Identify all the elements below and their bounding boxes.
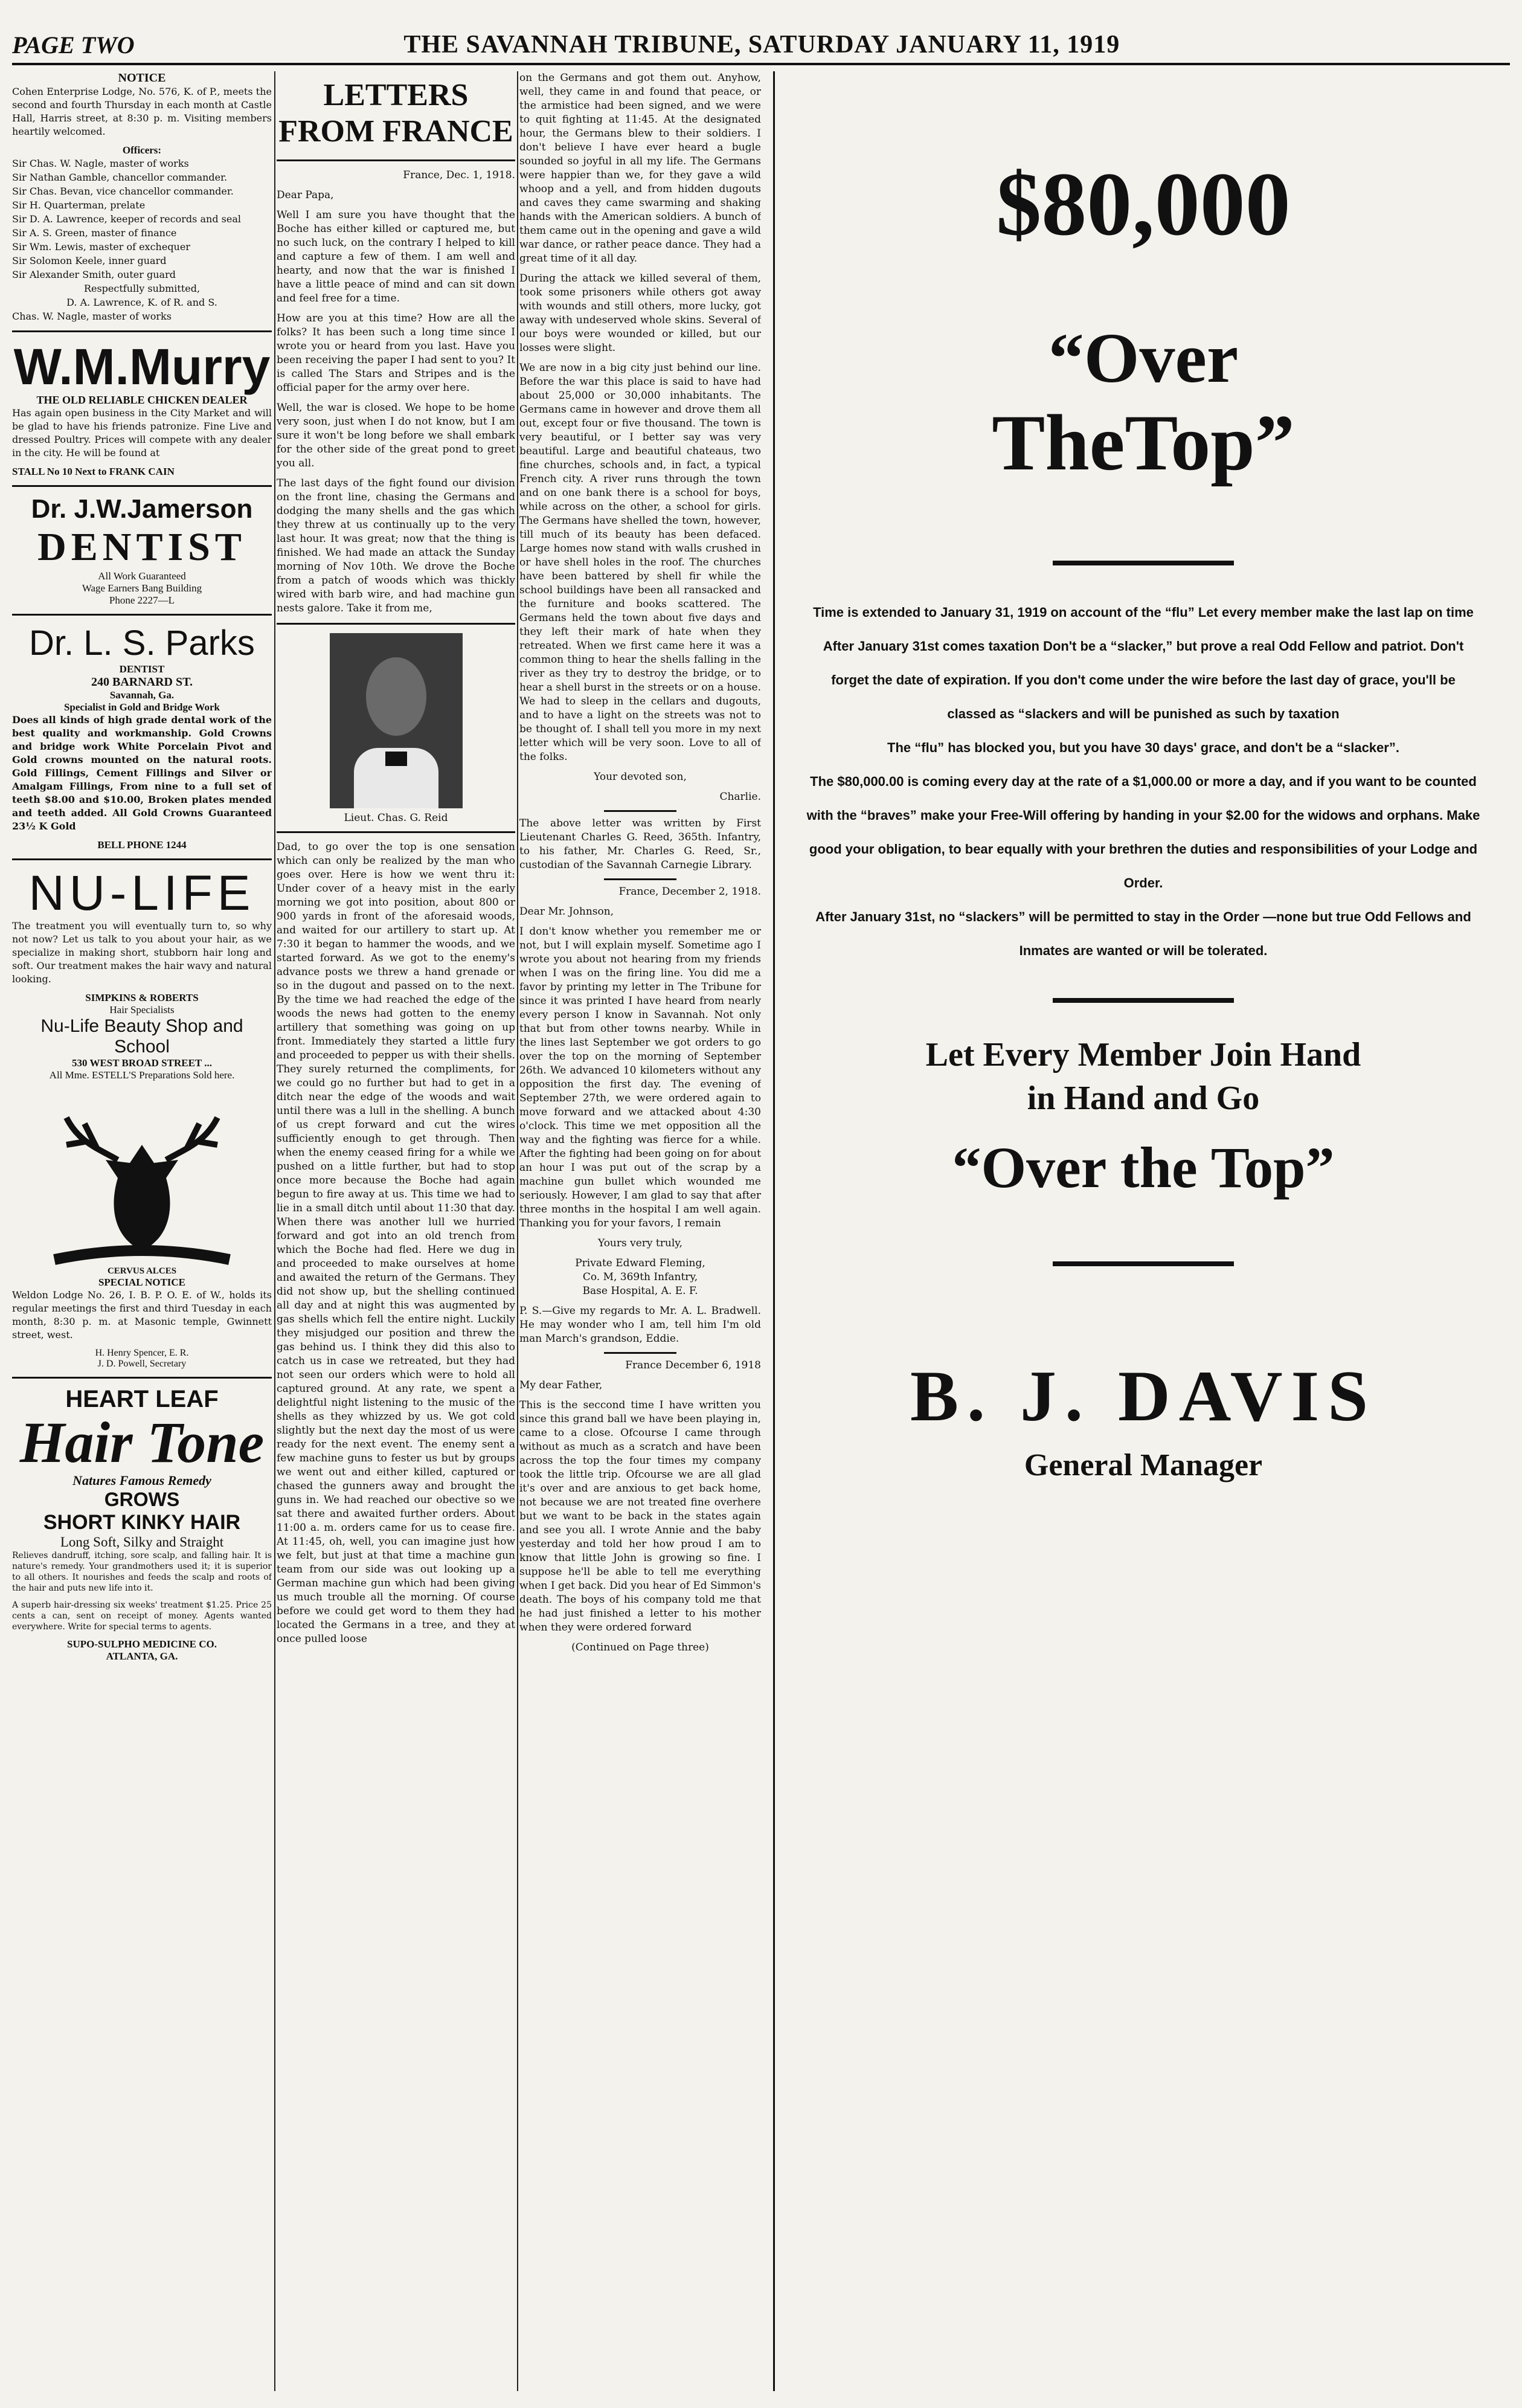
officers-heading: Officers: bbox=[122, 144, 162, 156]
murry-name: W.M.Murry bbox=[13, 338, 271, 395]
ad-paragraph: The $80,000.00 is coming every day at the rate of a $1,000.00 or more a day, and if you want to be counted with the “braves” make your Free-Will offering by handing in your $2.00 for the widows and orphans. Make good your obligation, to bear equally with your brethren the duties and responsibilities of your Lodge and Order. bbox=[806, 774, 1480, 890]
letter1-dateline: France, Dec. 1, 1918. bbox=[403, 169, 515, 181]
officer-line: Sir A. S. Green, master of finance bbox=[12, 227, 177, 239]
notice-body: Cohen Enterprise Lodge, No. 576, K. of P., meets the second and fourth Thursday in each month at Castle Hall, Harris street, at 8:30 p. m. Visiting members heartily welcomed. bbox=[12, 86, 272, 137]
letter1-paragraph: During the attack we killed several of them, took some prisoners while others got away with wounds and still others, more lucky, got away with undeserved whole skins. Several of our boys were wounded or killed, but our losses were slight. bbox=[519, 272, 761, 354]
letter2-sign-line: Co. M, 369th Infantry, bbox=[582, 1271, 698, 1283]
column-letters-1 bbox=[277, 71, 515, 2391]
letter1-paragraph: Well, the war is closed. We hope to be home very soon, just when I do not know, but I am sure it won't be long before we shall embark for the other side of the great pond to greet you all. bbox=[277, 402, 515, 469]
jamerson-line1: All Work Guaranteed bbox=[98, 570, 186, 582]
nulife-footer: All Mme. ESTELL'S Preparations Sold here. bbox=[49, 1069, 235, 1081]
nulife-shop: Nu-Life Beauty Shop and School bbox=[40, 1016, 243, 1057]
parks-ad bbox=[12, 623, 272, 851]
masthead bbox=[12, 24, 1510, 65]
letter1-paragraph: Well I am sure you have thought that the Boche has either killed or captured me, but no such luck, on the contrary I helped to kill and capture a few of them. I am well and hearty, and now that the war is finished I have a little peace of mind and can sit down and feel free for a time. bbox=[277, 209, 515, 304]
parks-title: DENTIST bbox=[119, 663, 165, 675]
ad-paragraph: Time is extended to January 31, 1919 on account of the “flu” Let every member make the last lap on time After January 31st comes taxation Don't be a “slacker,” but prove a real Odd Fellow and patriot. Don't forget the date of expiration. If you don't come under the wire before the last day of grace, you'll be classed as “slackers and will be punished as such by taxation bbox=[813, 605, 1474, 721]
portrait-photo bbox=[330, 633, 463, 808]
hairtone-city: ATLANTA, GA. bbox=[106, 1650, 178, 1662]
ad-text bbox=[775, 596, 1512, 968]
letter2-dateline: France, December 2, 1918. bbox=[618, 886, 761, 898]
letters-heading: LETTERS FROM FRANCE bbox=[278, 78, 513, 149]
hairtone-company: SUPO-SULPHO MEDICINE CO. bbox=[67, 1638, 217, 1650]
masthead-title: THE SAVANNAH TRIBUNE, SATURDAY JANUARY 11, 1919 bbox=[403, 31, 1120, 59]
ad-over-the-top: “Over the Top” bbox=[952, 1135, 1335, 1200]
separator bbox=[12, 614, 272, 616]
parks-address: 240 BARNARD ST. bbox=[91, 675, 193, 689]
hairtone-tagline: Natures Famous Remedy bbox=[72, 1473, 211, 1488]
ad-paragraph: After January 31st, no “slackers” will be permitted to stay in the Order —none but true Odd Fellows and Inmates are wanted or will be tolerated. bbox=[815, 909, 1471, 958]
letter1-signature: Charlie. bbox=[719, 791, 761, 803]
parks-name: Dr. L. S. Parks bbox=[29, 623, 255, 663]
letter3-dateline: France December 6, 1918 bbox=[625, 1359, 761, 1371]
officer-line: Sir D. A. Lawrence, keeper of records and seal bbox=[12, 213, 241, 225]
notice-closing: Respectfully submitted, bbox=[83, 283, 201, 294]
letter2-closing: Yours very truly, bbox=[597, 1237, 683, 1249]
jamerson-name: Dr. J.W.Jamerson bbox=[31, 494, 253, 524]
hairtone-ad bbox=[12, 1386, 272, 1663]
nulife-ad bbox=[12, 868, 272, 1081]
elk-signer: J. D. Powell, Secretary bbox=[97, 1359, 187, 1369]
letter1-paragraph: The last days of the fight found our division on the front line, chasing the Germans and dodging the many shells and the gas which they threw at us continually up to the very last hour. It was great; now that the thing is finished. We had made an attack the Sunday morning of Nov 10th. We drove the Boche from a patch of woods which was thickly wired with barb wire, and had machine gun nests galore. Take it from me, bbox=[277, 477, 515, 614]
officer-line: Sir Alexander Smith, outer guard bbox=[12, 269, 176, 280]
letter1-note: The above letter was written by First Lieutenant Charles G. Reed, 365th. Infantry, to his father, Mr. Charles G. Reed, Sr., custodian of the Savannah Carnegie Library. bbox=[519, 817, 761, 871]
separator bbox=[604, 1352, 676, 1354]
separator bbox=[12, 858, 272, 860]
officer-line: Sir Wm. Lewis, master of exchequer bbox=[12, 241, 190, 253]
letter3-body: This is the seccond time I have written you since this grand ball we have been playing in, came to a close. Ofcourse I came through without as much as a scratch and have been across the top the four times my company took the little trip. Ofcourse we are all glad it's over and are anxious to get back home, not because we are not treated fine overhere but we want to be back in the states again and see you all. I wrote Annie and the baby yesterday and told her how proud I am to know that little John is growing so fine. I suppose he'll be able to tell me everything when I get back. Did you hear of Ed Simmon's death. The boys of his company told me that he had just finished a letter to his mother when they were ordered forward bbox=[519, 1399, 761, 1634]
officer-line: Sir Solomon Keele, inner guard bbox=[12, 255, 167, 266]
letter1-continued: Dad, to go over the top is one sensation which can only be realized by the man who goes over. Here is how we went thru it: Under cover of a heavy mist in the early morning we got into position, about 800 or 900 yards in front of the aforesaid woods, and waited for our artillery to start up. At 7:30 it began to hammer the woods, and we started forward. As we got to the enemy's advance posts we threw a hand grenade or so in the dugout and passed on to the next. By the time we had reached the edge of the woods the news had gotten to the enemy artillery that something was going on up front. Immediately they started a little fury and proceeded to pepper us with their shells. They surely returned the compliments, for we could go no further but had to get in a ditch near the edge of the woods and wait until there was a lull in the shelling. A bunch of us crept forward and cut the wires sufficiently enough to get through. Then when the enemy ceased firing for a while we pushed on a little further, but had to stop once more because the Boche had again begun to fire away at us. This time we had to lie in a small ditch until about 11:30 that day. When there was another lull we hurried forward and got into an old trench from which the Boche had fled. Here we dug in and proceeded to make ourselves at home and awaited the return of the Germans. They did not show up, but the shelling continued all day and at night this was augmented by gas shells which fell the entire night. Luckily they misjudged our position and threw the gas behind us. I think they did this also to catch us in case we retreated, but they had not seen our orders which were to hold all captured ground. At any rate, we spent a delightful night listening to the music of the shells as they whizzed by us. We got cold slightly but the next day the most of us were ready for the next event. The enemy sent a few machine guns to fester us but by groups we went out and either killed, captured or chased the gunners away and brought the guns in. We had reached our obective so we sat there and awaited further orders. About 11:00 a. m. orders came for us to cease fire. At 11:45, oh, well, you can imagine just how we felt, but just at that time a machine gun team from our side was out looking up a German machine gun which had been giving us much trouble all the morning. Of course before we could get word to them they had located the Germans in a tree, and they at once pulled loose bbox=[277, 841, 515, 1645]
nulife-firm-sub: Hair Specialists bbox=[109, 1004, 175, 1016]
letter2-ps: P. S.—Give my regards to Mr. A. L. Bradwell. He may wonder who I am, tell him I'm old man March's grandson, Eddie. bbox=[519, 1305, 761, 1345]
ad-rule bbox=[1053, 561, 1234, 565]
notice-signer: D. A. Lawrence, K. of R. and S. bbox=[66, 297, 217, 308]
ad-manager-title: General Manager bbox=[1024, 1448, 1263, 1482]
ad-the-top: TheTop” bbox=[992, 398, 1295, 487]
letter1-salutation: Dear Papa, bbox=[277, 189, 334, 201]
separator bbox=[277, 623, 515, 625]
murry-ad bbox=[12, 340, 272, 478]
ad-join-line1: Let Every Member Join Hand bbox=[925, 1036, 1361, 1074]
hairtone-brand2: Hair Tone bbox=[19, 1410, 265, 1475]
column-rule bbox=[517, 71, 518, 2391]
elk-notice bbox=[12, 1276, 272, 1370]
continued-note: (Continued on Page three) bbox=[571, 1641, 709, 1653]
jamerson-line2: Wage Earners Bang Building bbox=[82, 582, 202, 594]
separator bbox=[604, 810, 676, 812]
ad-manager-name: B. J. DAVIS bbox=[910, 1356, 1376, 1436]
parks-phone: BELL PHONE 1244 bbox=[97, 839, 187, 851]
ad-rule bbox=[1053, 1261, 1234, 1266]
photo-caption: Lieut. Chas. G. Reid bbox=[344, 812, 448, 824]
letter2-body: I don't know whether you remember me or not, but I will explain myself. Sometime ago I wrote you about not hearing from my friends when I was on the firing line. You did me a favor by printing my letter in The Tribune for since it was printed I have heard from nearly every person I know in Savannah. Not only that but from other towns nearby. While in the lines last September we got orders to go over the top on the morning of September 26th. We advanced 10 kilometers without any opposition the first day. The evening of September 27th, we were ordered again to move forward and we attacked about 4:30 o'clock. This time we met opposition all the way and the fighting was fierce for a while. After the fighting had been going on for about an hour I was put out of the scrap by a machine gun bullet which wounded me seriously. However, I am glad to say that after three months in the hospital I am well again. Thanking you for your favors, I remain bbox=[519, 926, 761, 1229]
elk-signer: H. Henry Spencer, E. R. bbox=[95, 1348, 189, 1358]
ad-over: “Over bbox=[1048, 318, 1239, 398]
ad-paragraph: The “flu” has blocked you, but you have 30 days' grace, and don't be a “slacker”. bbox=[887, 740, 1399, 755]
nulife-firm: SIMPKINS & ROBERTS bbox=[85, 992, 199, 1003]
ad-amount: $80,000 bbox=[996, 154, 1291, 254]
page-label: PAGE TWO bbox=[12, 31, 135, 59]
hairtone-grows: GROWS bbox=[104, 1489, 180, 1510]
notice-heading: NOTICE bbox=[118, 71, 166, 85]
jamerson-ad bbox=[12, 494, 272, 607]
separator bbox=[12, 1377, 272, 1379]
letter1-paragraph: How are you at this time? How are all the folks? It has been such a long time since I wrote you or heard from you last. Have you been receiving the paper I had sent to you? It is called The Stars and Stripes and is the official paper for the army over here. bbox=[277, 312, 515, 394]
letter2-sign-line: Base Hospital, A. E. F. bbox=[582, 1285, 698, 1297]
murry-location: STALL No 10 Next to FRANK CAIN bbox=[12, 466, 175, 477]
murry-tagline: THE OLD RELIABLE CHICKEN DEALER bbox=[36, 394, 248, 406]
hairtone-offer: A superb hair-dressing six weeks' treatment $1.25. Price 25 cents a can, sent on receipt of money. Agents wanted everywhere. Write for special terms to agents. bbox=[12, 1600, 272, 1632]
odd-fellows-ad bbox=[773, 71, 1512, 2391]
hairtone-body: Relieves dandruff, itching, sore scalp, and falling hair. It is nature's remedy. Your grandmothers used it; it is superior to all others. It nourishes and feeds the scalp and roots of the hair and puts new life into it. bbox=[12, 1551, 272, 1593]
separator bbox=[277, 831, 515, 833]
parks-city: Savannah, Ga. bbox=[109, 689, 175, 701]
ad-join-line2: in Hand and Go bbox=[1027, 1080, 1260, 1117]
separator bbox=[277, 159, 515, 161]
letter3-salutation: My dear Father, bbox=[519, 1379, 603, 1391]
hairtone-subline: Long Soft, Silky and Straight bbox=[60, 1534, 224, 1550]
separator bbox=[12, 485, 272, 487]
hairtone-brand1: HEART LEAF bbox=[65, 1386, 219, 1412]
officer-line: Sir Chas. W. Nagle, master of works bbox=[12, 158, 189, 169]
nulife-name: NU-LIFE bbox=[28, 866, 255, 921]
parks-specialty: Specialist in Gold and Bridge Work bbox=[63, 701, 220, 713]
lodge-notice bbox=[12, 71, 272, 323]
jamerson-title: DENTIST bbox=[37, 525, 246, 569]
letter2-sign-line: Private Edward Fleming, bbox=[575, 1257, 705, 1269]
letter1-closing: Your devoted son, bbox=[594, 771, 687, 783]
parks-body: Does all kinds of high grade dental work of the best quality and workmanship. Gold Crowns and bridge work White Porcelain Pivot and Gold crowns mounted on the natural roots. Gold Fillings, Cement Fillings and Silver or Amalgam Fillings, From nine to a full set of teeth $8.00 and $10.00, Broken plates mended and teeth added. All Gold Crowns Guaranteed 23½ K Gold bbox=[12, 714, 272, 832]
elk-heading: SPECIAL NOTICE bbox=[98, 1276, 186, 1288]
separator bbox=[12, 330, 272, 332]
elk-emblem-icon bbox=[42, 1087, 242, 1269]
nulife-address: 530 WEST BROAD STREET ... bbox=[72, 1057, 212, 1069]
separator bbox=[604, 878, 676, 880]
jamerson-phone: Phone 2227—L bbox=[109, 594, 175, 606]
elk-body: Weldon Lodge No. 26, I. B. P. O. E. of W., holds its regular meetings the first and third Tuesday in each month, 8:30 p. m. at Masonic temple, Gwinnett street, west. bbox=[12, 1289, 272, 1341]
officer-line: Sir H. Quarterman, prelate bbox=[12, 199, 146, 211]
officer-line: Sir Chas. Bevan, vice chancellor commander. bbox=[12, 185, 234, 197]
column-letters-2 bbox=[519, 71, 761, 2391]
column-rule bbox=[274, 71, 275, 2391]
hairtone-headline: SHORT KINKY HAIR bbox=[43, 1511, 241, 1534]
letter1-paragraph: We are now in a big city just behind our line. Before the war this place is said to have had about 25,000 or 30,000 inhabitants. The Germans came in however and drove them all out, except four or five thousand. The town is very beautiful, or I better say was very beautiful. Large and beautiful chateaus, two fine churches, schools and, in fact, a typical French city. A river runs through the town and on one bank there is a school for boys, while across on the other, a school for girls. The Germans have shelled the town, however, till much of its beauty has been defaced. Large homes now stand with walls crushed in or have shell holes in the roof. The churches have been battered by shell fir while the school buildings have been all ransacked and the furniture and books scattered. The Germans held the town about five days and they left their mark of hate when they retreated. When we first came here it was a common thing to hear the shells falling in the river as they try to destroy the bridge, or to hear a shell burst in the streets or on a house. We had to sleep in the cellars and dugouts, and to have a light on the streets was not to be thought of. I shall tell you more in my next letter which will be very soon. Love to all of the folks. bbox=[519, 362, 761, 763]
murry-body: Has again open business in the City Market and will be glad to have his friends patronize. Fine Live and dressed Poultry. Prices will compete with any dealer in the city. He will be found at bbox=[12, 407, 272, 459]
officer-line: Sir Nathan Gamble, chancellor commander. bbox=[12, 172, 228, 183]
nulife-body: The treatment you will eventually turn to, so why not now? Let us talk to you about your hair, as we specialize in making short, stubborn hair long and soft. Our treatment makes the hair wavy and natural looking. bbox=[12, 920, 272, 985]
letter1-paragraph: on the Germans and got them out. Anyhow, well, they came in and found that peace, or the armistice had been signed, and we were to quit fighting at 11:45. At the designated hour, the Germans blew to their soldiers. I don't believe I have ever heard a bugle sounded so joyful in all my life. The Germans were happier than we, for they gave a wild whoop and a yell, and from hidden dugouts and caves they came swarming and shaking hands with the American soldiers. A bunch of them came out in the opening and gave a wild war dance, or rather peace dance. They had a great time of it all day. bbox=[519, 72, 761, 265]
ad-rule bbox=[1053, 998, 1234, 1003]
letter2-salutation: Dear Mr. Johnson, bbox=[519, 906, 614, 918]
column-ads-left bbox=[12, 71, 272, 2391]
elk-banner: CERVUS ALCES bbox=[107, 1266, 177, 1276]
notice-signer: Chas. W. Nagle, master of works bbox=[12, 311, 172, 322]
